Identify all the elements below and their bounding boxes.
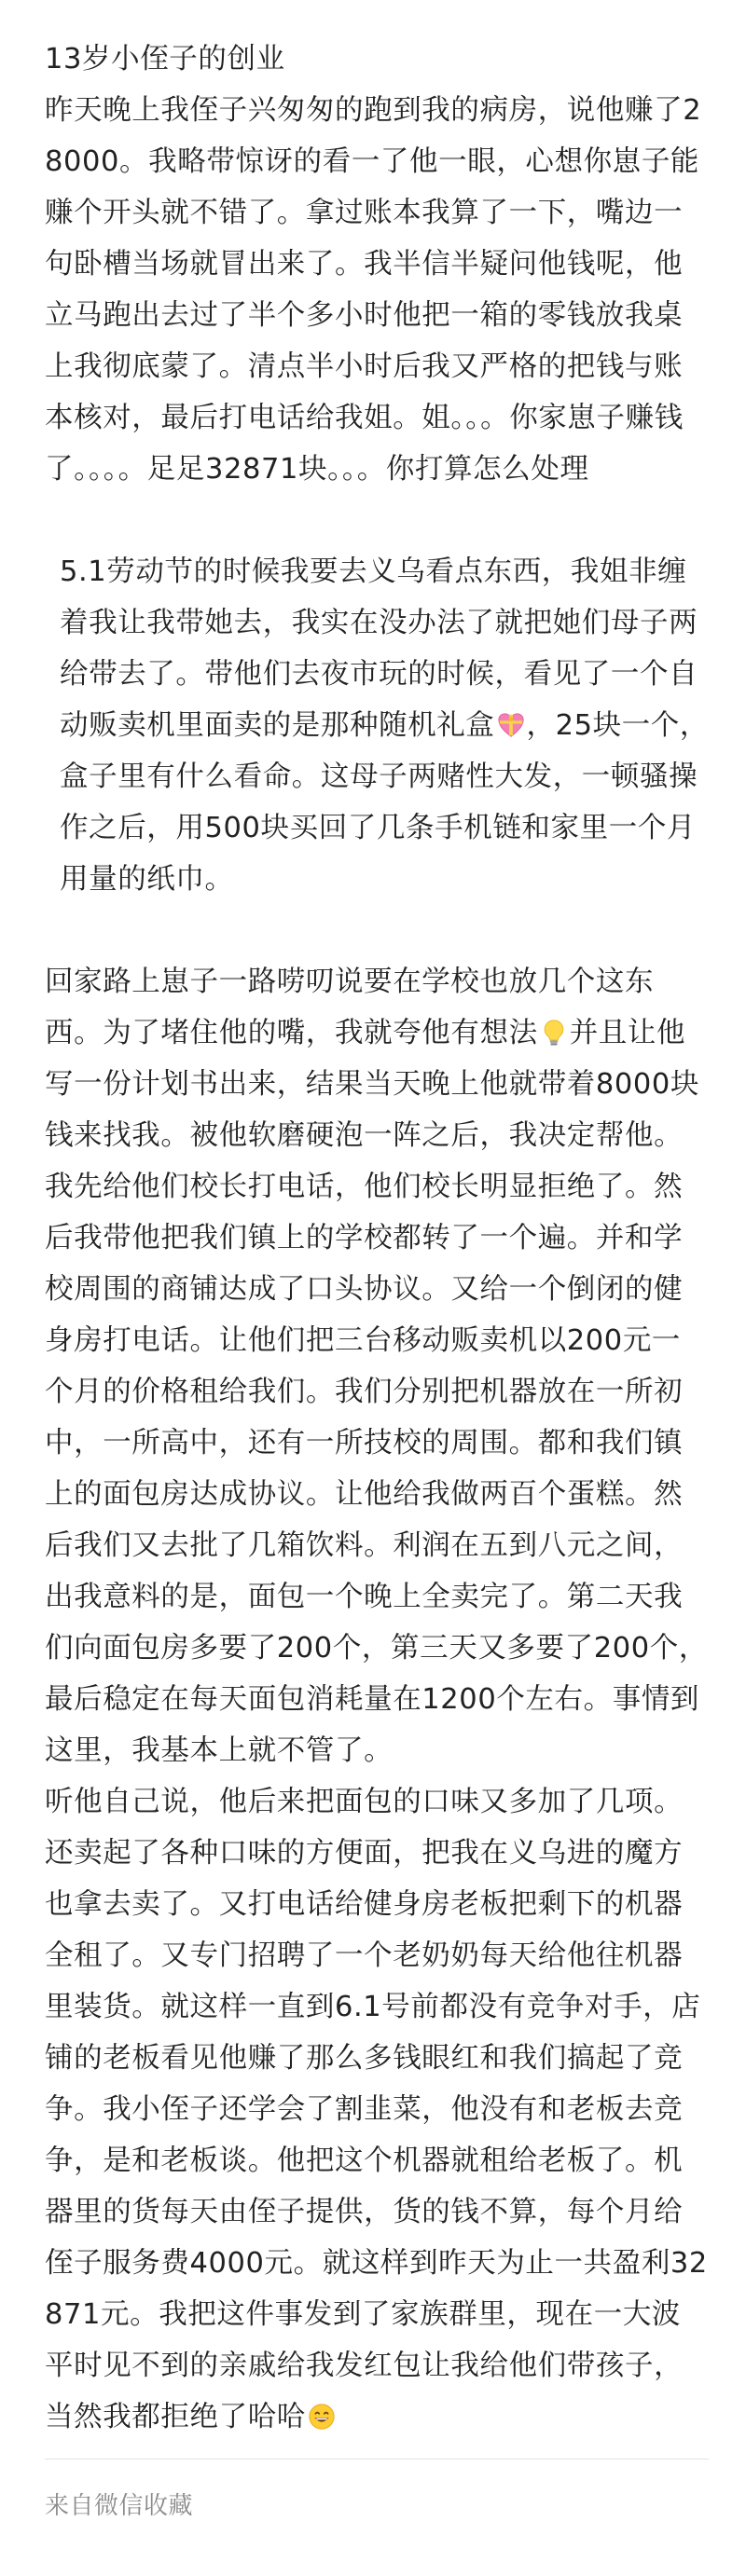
footer-divider bbox=[45, 2459, 709, 2460]
paragraph-5-text: 听他自己说，他后来把面包的口味又多加了几项。还卖起了各种口味的方便面，把我在义乌进的魔方也拿去卖了。又打电话给健身房老板把剩下的机器全租了。又专门招聘了一个老奶奶每天给他往机器里装货。就这样一直到6.1号前都没有竞争对手，店铺的老板看见他赚了那么多钱眼红和我们搞起了竞争。我小侄子还学会了割韭菜，他没有和老板去竞争，是和老板谈。他把这个机器就租给老板了。机器里的货每天由侄子提供，货的钱不算，每个月给侄子服务费4000元。就这样到昨天为止一共盈利32871元。我把这件事发到了家族群里，现在一大波平时见不到的亲戚给我发红包让我给他们带孩子，当然我都拒绝了哈哈 bbox=[45, 1786, 708, 2433]
paragraph-2-text-a: 5.1劳动节的时候我要去义乌看点东西，我姐非缠着我让我带她去，我实在没办法了就把她们母子两给带去了。带他们去夜市玩的时候，看见了一个自动贩卖机里面卖的是那种随机礼盒 bbox=[60, 555, 698, 742]
paragraph-2-text-b: ，25块一个，盒子里有什么看命。这母子两赌性大发，一顿骚操作之后，用500块买回了几条手机链和家里一个月用量的纸巾。 bbox=[60, 709, 710, 896]
article-title: 13岁小侄子的创业 bbox=[45, 43, 285, 75]
paragraph-2 bbox=[45, 546, 709, 905]
article-body bbox=[45, 34, 709, 2443]
paragraph-5 bbox=[45, 1776, 709, 2443]
paragraph-3 bbox=[45, 956, 709, 1161]
light-bulb-icon bbox=[540, 1019, 568, 1047]
paragraph-1: 昨天晚上我侄子兴匆匆的跑到我的病房，说他赚了28000。我略带惊讶的看一了他一眼，心想你崽子能赚个开头就不错了。拿过账本我算了一下，嘴边一句卧槽当场就冒出来了。我半信半疑问他钱呢，他立马跑出去过了半个多小时他把一箱的零钱放我桌上我彻底蒙了。清点半小时后我又严格的把钱与账本核对，最后打电话给我姐。姐。。。你家崽子赚钱了。。。。足足32871块。。。你打算怎么处理 bbox=[45, 94, 702, 486]
paragraph-3-text-b: 并且让他写一份计划书出来，结果当天晚上他就带着8000块钱来找我。被他软磨硬泡一阵之后，我决定帮他。 bbox=[45, 1017, 700, 1152]
source-footer: 来自微信收藏 bbox=[45, 2492, 194, 2520]
grinning-face-icon bbox=[308, 2403, 336, 2431]
paragraph-3-text-a: 回家路上崽子一路唠叨说要在学校也放几个这东西。为了堵住他的嘴，我就夸他有想法 bbox=[45, 966, 655, 1049]
gift-heart-icon bbox=[497, 711, 525, 739]
paragraph-4: 我先给他们校长打电话，他们校长明显拒绝了。然后我带他把我们镇上的学校都转了一个遍。并和学校周围的商铺达成了口头协议。又给一个倒闭的健身房打电话。让他们把三台移动贩卖机以200元一个月的价格租给我们。我们分别把机器放在一所初中，一所高中，还有一所技校的周围。都和我们镇上的面包房达成协议。让他给我做两百个蛋糕。然后我们又去批了几箱饮料。利润在五到八元之间，出我意料的是，面包一个晚上全卖完了。第二天我们向面包房多要了200个，第三天又多要了200个，最后稳定在每天面包消耗量在1200个左右。事情到这里，我基本上就不管了。 bbox=[45, 1171, 708, 1767]
